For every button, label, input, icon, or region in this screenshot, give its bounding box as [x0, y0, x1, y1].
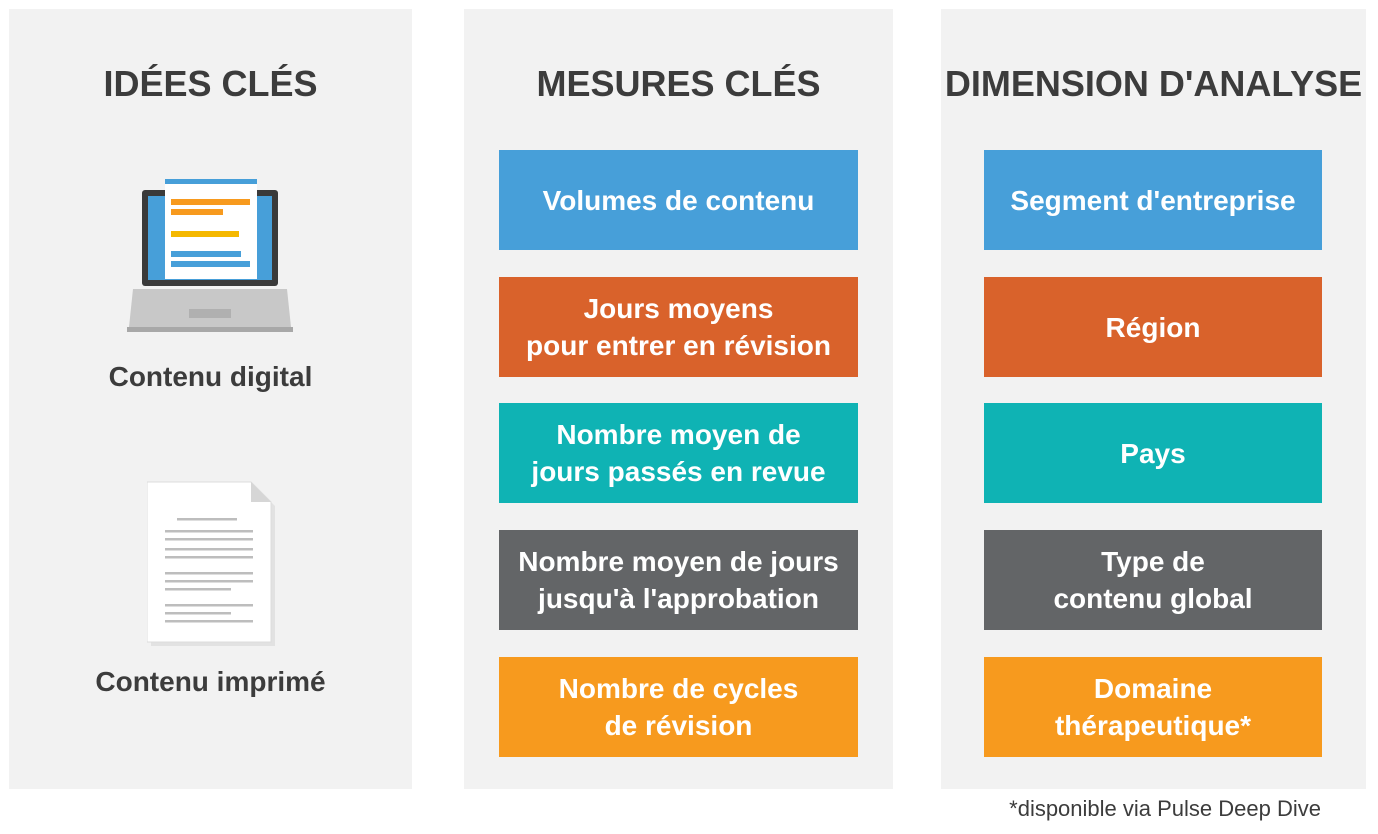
ideas-title: IDÉES CLÉS: [103, 63, 318, 104]
dimensions-panel: [941, 9, 1366, 789]
measures-panel: [464, 9, 893, 789]
dimensions-title: DIMENSION D'ANALYSE: [944, 63, 1363, 104]
dimension-line: Domaine: [1093, 673, 1213, 704]
measure-box: [499, 150, 858, 250]
measure-box: [499, 657, 858, 757]
dimension-box: [984, 403, 1322, 503]
dimension-box: [984, 530, 1322, 630]
dimension-line: contenu global: [1053, 583, 1253, 614]
ideas-panel: [9, 9, 412, 789]
measure-line: de révision: [604, 710, 753, 741]
measure-box: [499, 530, 858, 630]
footnote: *disponible via Pulse Deep Dive: [1009, 796, 1321, 821]
measure-line: jours passés en revue: [531, 456, 826, 487]
measure-line: Nombre moyen de: [556, 419, 801, 450]
dimension-box: [984, 657, 1322, 757]
digital-content-label: Contenu digital: [108, 361, 313, 392]
dimension-box: [984, 277, 1322, 377]
dimension-line: Pays: [1120, 437, 1186, 469]
dimension-line: Type de: [1101, 546, 1205, 577]
measures-title: MESURES CLÉS: [536, 63, 821, 104]
measure-line: Nombre moyen de jours: [518, 546, 839, 577]
measure-line: jusqu'à l'approbation: [538, 583, 819, 614]
measure-line: Nombre de cycles: [558, 673, 799, 704]
dimension-box: [984, 150, 1322, 250]
measure-line: pour entrer en révision: [526, 330, 831, 361]
dimension-line: Région: [1105, 311, 1201, 343]
measure-box: [499, 403, 858, 503]
laptop-icon: [127, 177, 293, 337]
printed-content-label: Contenu imprimé: [95, 666, 326, 697]
document-icon: [147, 478, 277, 653]
measure-line: Volumes de contenu: [542, 184, 815, 216]
dimension-line: Segment d'entreprise: [1010, 184, 1296, 216]
measure-line: Jours moyens: [583, 293, 774, 324]
measure-box: [499, 277, 858, 377]
dimension-line: thérapeutique*: [1054, 710, 1252, 741]
